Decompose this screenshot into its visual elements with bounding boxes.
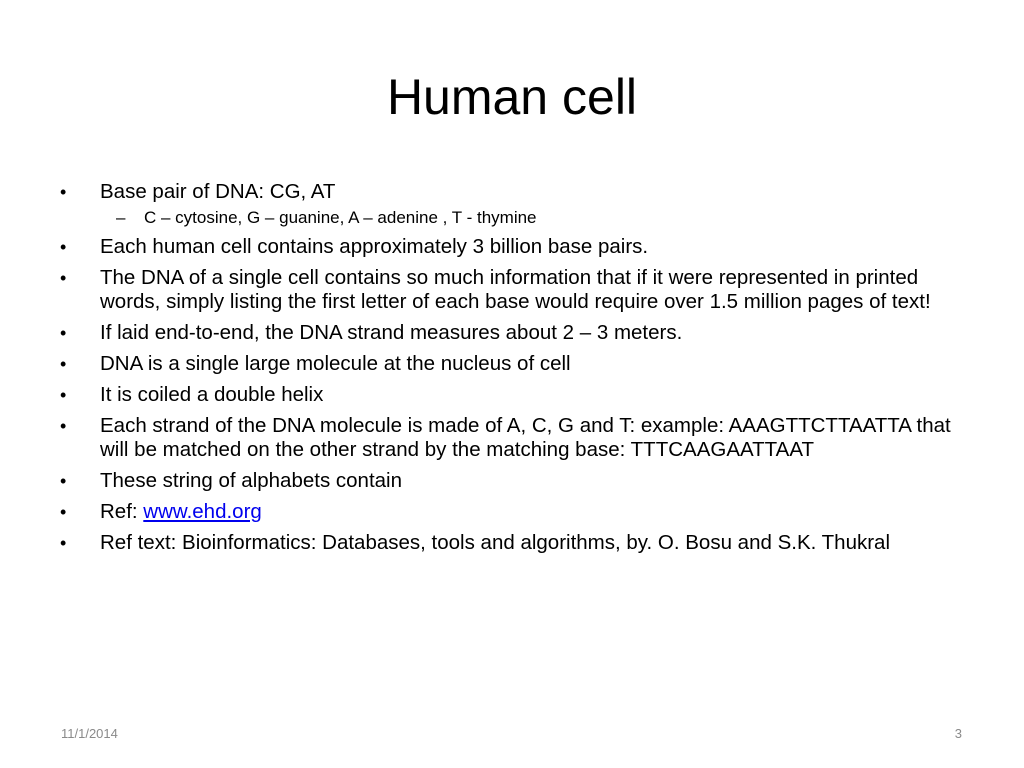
bullet-icon: • xyxy=(60,237,67,257)
sub-bullet-item xyxy=(60,207,960,228)
bullet-icon: • xyxy=(60,182,67,202)
bullet-item xyxy=(60,414,960,462)
bullet-text: DNA is a single large molecule at the nucleus of cell xyxy=(100,352,571,375)
bullet-icon: • xyxy=(60,354,67,374)
bullet-text: Ref text: Bioinformatics: Databases, tools and algorithms, by. O. Bosu and S.K. Thukral xyxy=(100,531,891,554)
bullet-item xyxy=(60,235,960,259)
bullet-text: Each human cell contains approximately 3 billion base pairs. xyxy=(100,235,649,258)
bullet-item xyxy=(60,383,960,407)
slide-title: Human cell xyxy=(386,69,638,125)
bullet-icon: • xyxy=(60,502,67,522)
bullet-text: It is coiled a double helix xyxy=(100,383,324,406)
bullet-text: If laid end-to-end, the DNA strand measures about 2 – 3 meters. xyxy=(100,321,683,344)
dash-icon: – xyxy=(116,208,126,227)
footer-page-number: 3 xyxy=(954,726,962,741)
bullet-icon: • xyxy=(60,471,67,491)
bullet-icon: • xyxy=(60,323,67,343)
bullet-item xyxy=(60,266,960,314)
footer-date: 11/1/2014 xyxy=(61,726,118,741)
bullet-text: These string of alphabets contain xyxy=(100,469,402,492)
bullet-text: The DNA of a single cell contains so much information that if it were represented in printed words, simply listing the first letter of each base would require over 1.5 million pages of text! xyxy=(100,266,931,313)
bullet-item xyxy=(60,352,960,376)
sub-bullet-text: C – cytosine, G – guanine, A – adenine , T - thymine xyxy=(144,208,537,227)
bullet-text: Each strand of the DNA molecule is made of A, C, G and T: example: AAAGTTCTTAATTA that will be matched on the other strand by the matching base: TTTCAAGAATTAAT xyxy=(100,414,951,461)
bullet-item xyxy=(60,469,960,493)
bullet-icon: • xyxy=(60,416,67,436)
bullet-item xyxy=(60,180,960,204)
bullet-icon: • xyxy=(60,268,67,288)
bullet-item xyxy=(60,500,960,524)
bullet-icon: • xyxy=(60,533,67,553)
bullet-item xyxy=(60,531,960,555)
bullet-icon: • xyxy=(60,385,67,405)
ref-prefix-text: Ref: xyxy=(100,500,144,523)
ref-link[interactable]: www.ehd.org xyxy=(143,500,262,523)
bullet-text: Base pair of DNA: CG, AT xyxy=(100,180,336,203)
bullet-item xyxy=(60,321,960,345)
bullet-list xyxy=(60,180,960,562)
